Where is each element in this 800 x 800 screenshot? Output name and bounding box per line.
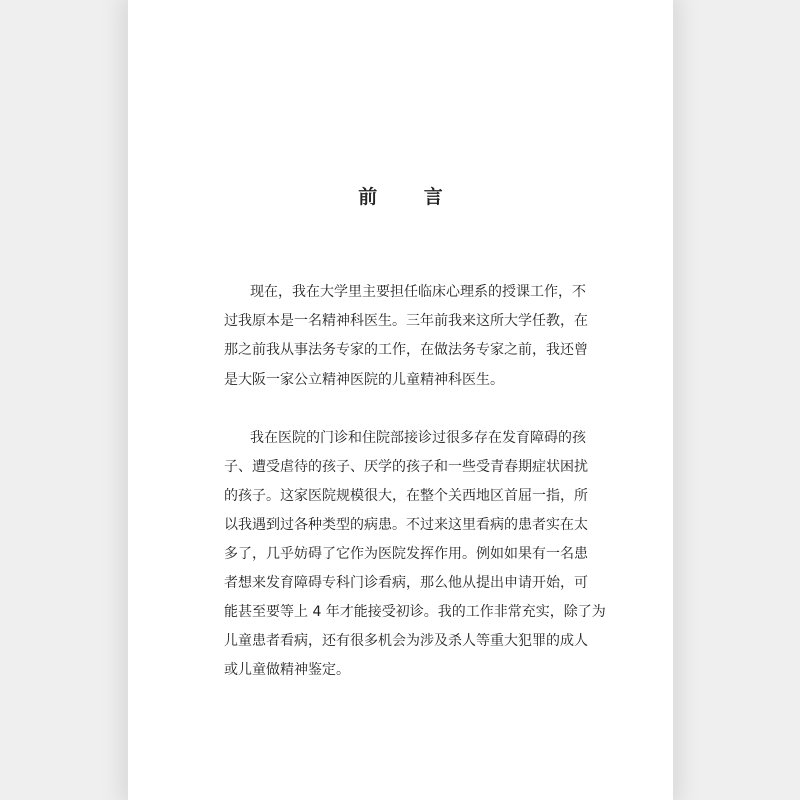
paragraph-1-line: 那之前我从事法务专家的工作，在做法务专家之前，我还曾 <box>224 342 588 358</box>
paragraph-2-line: 或儿童做精神鉴定。 <box>224 662 350 678</box>
page-title: 前 言 <box>358 186 463 208</box>
paragraph-2-line: 的孩子。这家医院规模很大，在整个关西地区首屈一指，所 <box>224 488 588 504</box>
paragraph-2-line: 者想来发育障碍专科门诊看病，那么他从提出申请开始，可 <box>224 575 588 591</box>
paragraph-1-line: 是大阪一家公立精神医院的儿童精神科医生。 <box>224 372 504 388</box>
paragraph-2-line: 子、遭受虐待的孩子、厌学的孩子和一些受青春期症状困扰 <box>224 459 588 475</box>
paragraph-2-line: 以我遇到过各种类型的病患。不过来这里看病的患者实在太 <box>224 517 588 533</box>
paragraph-2-line: 儿童患者看病，还有很多机会为涉及杀人等重大犯罪的成人 <box>224 633 588 649</box>
paragraph-2-line: 我在医院的门诊和住院部接诊过很多存在发育障碍的孩 <box>250 430 586 446</box>
paragraph-2-line: 能甚至要等上 4 年才能接受初诊。我的工作非常充实，除了为 <box>224 604 606 620</box>
paragraph-1-line: 过我原本是一名精神科医生。三年前我来这所大学任教，在 <box>224 313 588 329</box>
paragraph-1-line: 现在，我在大学里主要担任临床心理系的授课工作，不 <box>250 284 586 300</box>
book-page <box>128 0 673 800</box>
paragraph-2-line: 多了，几乎妨碍了它作为医院发挥作用。例如如果有一名患 <box>224 546 588 562</box>
